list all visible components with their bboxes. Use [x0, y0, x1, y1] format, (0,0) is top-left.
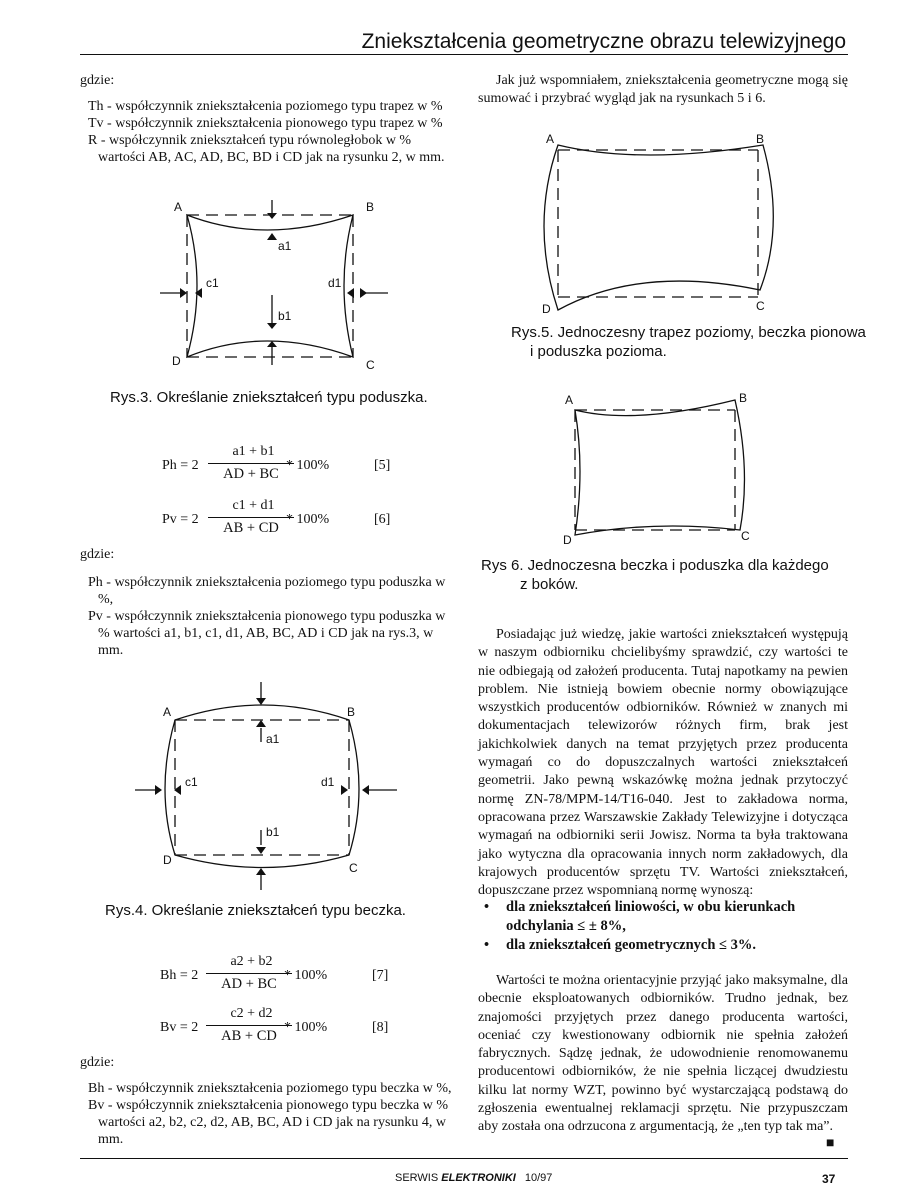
- formula-7-multiplier: * 100%: [284, 968, 328, 983]
- formula-8-numerator: c2 + d2: [230, 1006, 273, 1021]
- body-paragraph-2: Wartości te można orientacyjnie przyjąć jako maksymalne, dla obecnie eksploatowanych odbiorników. Trudno jednak, bez znajomości przyjętych przez danego producenta wartości, oceniać czy kwestionowany odbiornik nie spełnia założeń fabrycznych. Sądzę jednak, że udowodnienie renomowanemu producentowi odbiorników, że nie spełnia liczącej dwudziestu kilku lat normy WZT, powinno być wystarczającą podstawą do zgłoszenia ewentualnej reklamacji sprzętu. Nie przypuszczam aby została ona odrzucona z argumentacją, że „ten typ tak ma”.: [478, 973, 848, 1135]
- requirement-linearity: • dla zniekształceń liniowości, w obu kierunkach odchylania ≤ ± 8%,: [484, 899, 796, 934]
- formula-6-bar: [208, 517, 294, 518]
- fig3-label-b: B: [366, 200, 375, 214]
- def-ph: Ph - współczynnik zniekształcenia poziomego typu poduszka w %,: [88, 575, 446, 607]
- formula-5-denominator: AD + BC: [223, 466, 279, 482]
- intro-paragraph: Jak już wspomniałem, zniekształcenia geometryczne mogą się sumować i przybrać wygląd jak na rysunkach 5 i 6.: [478, 73, 848, 107]
- definitions-list-2: [80, 574, 455, 659]
- formula-8-bar: [206, 1025, 292, 1026]
- def-th: Th - współczynnik zniekształcenia poziomego typu trapez w %: [88, 99, 443, 114]
- figure-3-pincushion: [150, 195, 400, 375]
- formula-7-bar: [206, 973, 292, 974]
- fig3-label-d1: d1: [328, 276, 342, 290]
- formula-5-bar: [208, 463, 294, 464]
- figure-3-caption: Rys.3. Określanie zniekształceń typu poduszka.: [110, 389, 428, 406]
- fig4-label-a: A: [163, 705, 172, 719]
- fig6-label-a: A: [565, 393, 574, 407]
- gdzie-label-3: gdzie:: [80, 1055, 115, 1070]
- def-bh: Bh - współczynnik zniekształcenia poziomego typu beczka w %,: [88, 1081, 452, 1096]
- reference-rectangle: [558, 150, 758, 297]
- figure-5-caption-line1: Rys.5. Jednoczesny trapez poziomy, beczka pionowa: [511, 324, 866, 341]
- formula-5-ref: [5]: [374, 458, 391, 473]
- formula-7-lhs: Bh = 2: [160, 968, 199, 983]
- requirements-list: [478, 898, 848, 955]
- definitions-list-3: [80, 1080, 452, 1148]
- end-of-article-mark: ■: [826, 1136, 835, 1151]
- formula-5-numerator: a1 + b1: [232, 444, 275, 459]
- footer-page-number: 37: [822, 1172, 836, 1186]
- formula-6-lhs: Pv = 2: [162, 512, 199, 527]
- dimension-lines: [160, 200, 388, 365]
- requirement-geometry-text: dla zniekształceń geometrycznych ≤ 3%.: [506, 937, 756, 953]
- formula-5: [162, 444, 412, 486]
- formula-6-numerator: c1 + d1: [232, 498, 275, 513]
- def-bv: Bv - współczynnik zniekształcenia pionowego typu beczka w % wartości a2, b2, c2, d2, AB, BC, AD i CD jak na rysunku 4, w mm.: [88, 1098, 449, 1147]
- formula-7-denominator: AD + BC: [221, 976, 277, 992]
- page-header-title: Zniekształcenia geometryczne obrazu telewizyjnego: [361, 30, 846, 53]
- fig4-label-c: C: [349, 861, 358, 875]
- fig6-label-d: D: [563, 533, 572, 545]
- fig4-label-b: B: [347, 705, 356, 719]
- fig3-label-a: A: [174, 200, 183, 214]
- distorted-shape: [575, 400, 744, 535]
- formula-8-ref: [8]: [372, 1020, 389, 1035]
- fig6-label-c: C: [741, 529, 750, 543]
- definitions-list-1: [80, 98, 455, 166]
- dimension-lines: [135, 682, 397, 890]
- formula-8-multiplier: * 100%: [284, 1020, 328, 1035]
- def-tv: Tv - współczynnik zniekształcenia pionowego typu trapez w %: [88, 116, 443, 131]
- formula-7-ref: [7]: [372, 968, 389, 983]
- fig6-label-b: B: [739, 391, 748, 405]
- formula-8-lhs: Bv = 2: [160, 1020, 199, 1035]
- footer-issue: 10/97: [524, 1172, 553, 1184]
- fig4-label-a1: a1: [266, 732, 280, 746]
- footer-magazine: [395, 1172, 552, 1184]
- formula-7-numerator: a2 + b2: [230, 954, 273, 969]
- gdzie-label-1: gdzie:: [80, 73, 115, 88]
- fig3-label-c1: c1: [206, 276, 219, 290]
- requirement-linearity-text: dla zniekształceń liniowości, w obu kierunkach odchylania ≤ ± 8%,: [506, 899, 796, 934]
- fig4-label-d1: d1: [321, 775, 335, 789]
- reference-rectangle: [575, 410, 735, 530]
- formula-6-multiplier: * 100%: [286, 512, 330, 527]
- def-r: R - współczynnik zniekształceń typu równoległobok w % wartości AB, AC, AD, BC, BD i CD jak na rysunku 2, w mm.: [88, 133, 445, 165]
- fig3-label-d: D: [172, 354, 181, 368]
- gdzie-label-2: gdzie:: [80, 547, 115, 562]
- formula-8: [160, 1006, 410, 1048]
- figure-5-caption-line2: i poduszka pozioma.: [530, 343, 667, 360]
- figure-4-caption: Rys.4. Określanie zniekształceń typu beczka.: [105, 902, 406, 919]
- fig5-label-b: B: [756, 132, 765, 146]
- formula-6-denominator: AB + CD: [223, 520, 279, 536]
- distorted-shape: [544, 145, 773, 310]
- figure-4-barrel: [135, 680, 400, 895]
- fig5-label-d: D: [542, 302, 551, 316]
- formula-6-ref: [6]: [374, 512, 391, 527]
- formula-5-multiplier: * 100%: [286, 458, 330, 473]
- body-paragraph-1: Posiadając już wiedzę, jakie wartości zniekształceń występują w naszym odbiorniku chcielibyśmy sprawdzić, czy wartości te nie odbiegają od założeń producenta. Tutaj napotkamy na pewien problem. Nie istnieją bowiem obecnie normy obowiązujące wszystkich producentów odbiorników. Również w znanych mi dokumentacjach telewizorów różnych firm, brak jest jakichkolwiek danych na temat przyjętych przez producenta wymagań co do dopuszczalnych wartości zniekształceń geometrii. Jako pewną wskazówkę można jednak przytoczyć normę ZN-78/MPM-14/T16-040. Jest to zakładowa norma, opracowana przez Warszawskie Zakłady Telewizyjne i dotycząca wymagań na odbiorniki serii Jowisz. Norma ta była traktowana jako wytyczna dla opracowania innych norm zakładowych, dla krajowych producentów sprzętu TV. Wartości zniekształceń, dopuszczane przez wspomnianą normę wynoszą:: [478, 627, 848, 899]
- fig5-label-a: A: [546, 132, 555, 146]
- formula-6: [162, 498, 412, 540]
- figure-6-combined-distortion: [555, 390, 765, 545]
- fig4-label-c1: c1: [185, 775, 198, 789]
- fig3-label-a1: a1: [278, 239, 292, 253]
- header-rule: [80, 54, 848, 55]
- formula-5-lhs: Ph = 2: [162, 458, 199, 473]
- footer-magazine-name: ELEKTRONIKI: [441, 1172, 516, 1184]
- fig3-label-c: C: [366, 358, 375, 372]
- footer-magazine-prefix: SERWIS: [395, 1172, 439, 1184]
- def-pv: Pv - współczynnik zniekształcenia pionowego typu poduszka w % wartości a1, b1, c1, d1, AB, BC, AD i CD jak na rys.3, w mm.: [88, 609, 446, 658]
- figure-6-caption-line2: z boków.: [520, 576, 579, 593]
- formula-8-denominator: AB + CD: [221, 1028, 277, 1044]
- fig5-label-c: C: [756, 299, 765, 313]
- figure-5-combined-distortion: [530, 125, 790, 320]
- figure-6-caption-line1: Rys 6. Jednoczesna beczka i poduszka dla każdego: [481, 557, 829, 574]
- footer-rule: [80, 1158, 848, 1159]
- formula-7: [160, 954, 410, 996]
- fig4-label-d: D: [163, 853, 172, 867]
- fig3-label-b1: b1: [278, 309, 292, 323]
- requirement-geometry: • dla zniekształceń geometrycznych ≤ 3%.: [484, 937, 756, 953]
- fig4-label-b1: b1: [266, 825, 280, 839]
